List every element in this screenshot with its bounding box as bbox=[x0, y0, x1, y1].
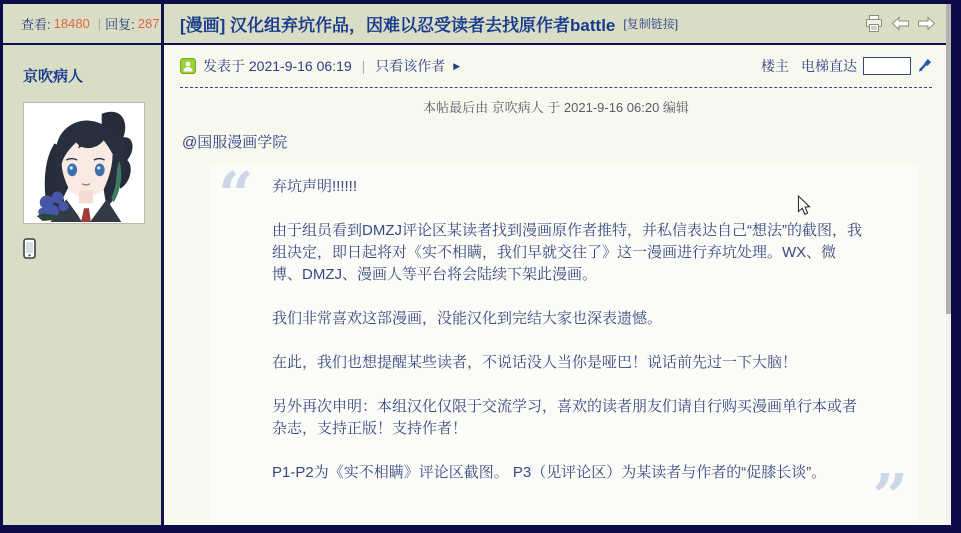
arrow-left-icon[interactable] bbox=[891, 16, 910, 31]
view-author-only-link[interactable]: 只看该作者 bbox=[375, 58, 446, 74]
header-separator: | bbox=[361, 58, 366, 74]
quote-paragraph: 由于组员看到DMZJ评论区某读者找到漫画原作者推特，并私信表达自己“想法”的截图，我组决定，即日起将对《实不相瞒，我们早就交往了》这一漫画进行弃坑处理。WX、微博、DMZJ、漫画人等平台将会陆续下架此漫画。 bbox=[272, 222, 862, 283]
main-column bbox=[164, 4, 946, 533]
stats-separator: | bbox=[97, 16, 102, 31]
post-body bbox=[164, 45, 946, 533]
views-count: 18480 bbox=[53, 16, 90, 31]
quote-paragraph: 另外再次申明：本组汉化仅限于交流学习，喜欢的读者朋友们请自行购买漫画单行本或者杂志，支持正版！支持作者！ bbox=[272, 398, 858, 437]
arrow-right-icon[interactable] bbox=[917, 16, 936, 31]
anime-avatar-image bbox=[25, 104, 143, 222]
quote-paragraph: 弃坑声明!!!!!! bbox=[272, 178, 358, 195]
floor-label: 楼主 bbox=[761, 58, 789, 74]
quote-paragraph: 我们非常喜欢这部漫画，没能汉化到完结大家也深表遗憾。 bbox=[272, 310, 663, 327]
user-online-icon bbox=[180, 58, 196, 74]
author-avatar[interactable] bbox=[23, 102, 145, 224]
jump-page-input[interactable] bbox=[863, 57, 911, 75]
quote-paragraph: 在此，我们也想提醒某些读者，不说话没人当你是哑巴！说话前先过一下大脑！ bbox=[272, 354, 798, 371]
author-sidebar bbox=[3, 45, 161, 264]
edit-notice: 本帖最后由 京吹病人 于 2021-9-16 06:20 编辑 bbox=[423, 100, 689, 115]
chevron-right-icon[interactable]: ▶ bbox=[453, 60, 461, 71]
close-quote-icon: ” bbox=[872, 460, 908, 533]
mention-link[interactable]: @国服漫画学院 bbox=[182, 134, 288, 151]
views-label: 查看: bbox=[21, 17, 51, 32]
open-quote-icon: “ bbox=[218, 158, 254, 231]
mobile-phone-icon bbox=[23, 238, 161, 264]
left-column bbox=[3, 4, 161, 525]
scrollbar-thumb[interactable] bbox=[946, 4, 951, 314]
copy-link-button[interactable]: [复制链接] bbox=[623, 17, 679, 31]
titlebar-actions bbox=[864, 14, 938, 33]
post-header-right bbox=[761, 56, 932, 76]
author-username-link[interactable]: 京吹病人 bbox=[23, 68, 84, 85]
print-icon[interactable] bbox=[864, 14, 884, 33]
jump-label: 电梯直达 bbox=[801, 58, 857, 74]
elevator-jump bbox=[801, 56, 932, 76]
replies-label: 回复: bbox=[105, 17, 135, 32]
quote-paragraph: P1-P2为《实不相瞒》评论区截图。 P3（见评论区）为某读者与作者的“促膝长谈”。 bbox=[272, 464, 827, 481]
quote-block bbox=[210, 158, 918, 533]
scrollbar-track[interactable] bbox=[946, 4, 951, 525]
thread-stats bbox=[3, 4, 161, 45]
thread-title-bar bbox=[164, 4, 946, 45]
dashed-divider bbox=[180, 87, 932, 88]
thread-title: [漫画] 汉化组弃坑作品，因难以忍受读者去找原作者battle bbox=[180, 16, 616, 35]
post-header-row bbox=[180, 53, 932, 79]
posted-at: 发表于 2021-9-16 06:19 bbox=[203, 58, 352, 74]
jump-arrow-icon[interactable] bbox=[917, 57, 932, 76]
replies-count: 287 bbox=[137, 16, 160, 31]
